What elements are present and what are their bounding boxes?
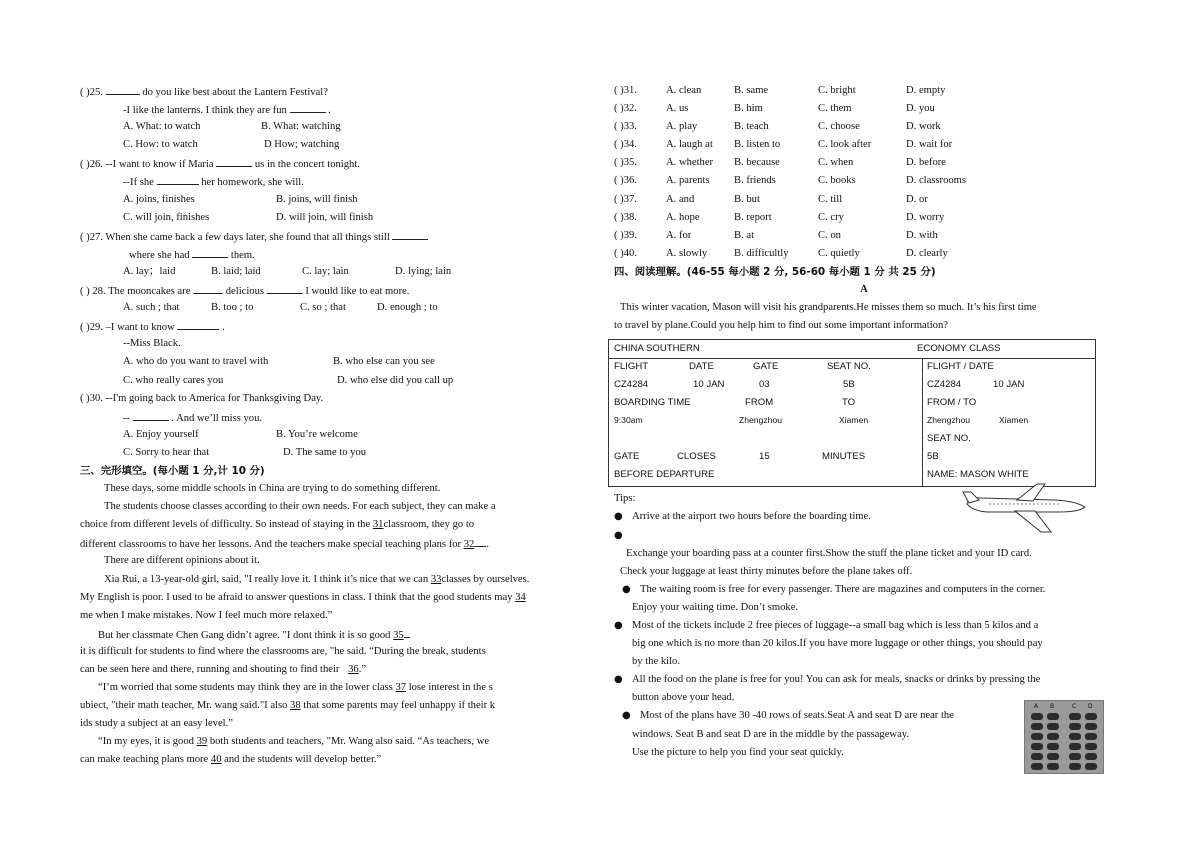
cloze-option-d[interactable]: D. you	[906, 103, 935, 115]
passage-p4a	[80, 571, 592, 589]
answer-blank[interactable]	[216, 154, 252, 167]
q30-options-ab	[80, 426, 592, 444]
cloze-option-row	[614, 136, 1114, 154]
seat-column-label: D	[1088, 703, 1093, 711]
seat	[1031, 723, 1043, 730]
cloze-question-number: ( )31.	[614, 85, 637, 96]
q28-option-a[interactable]: A. such ; that	[123, 302, 180, 314]
section4-title: 四、阅读理解。(46-55 每小题 2 分, 56-60 每小题 1 分 共 25 分)	[614, 265, 936, 278]
answer-blank[interactable]	[106, 82, 140, 95]
tip-text: Most of the tickets include 2 free pieces of luggage--a small bag which is less than 5 kilos and a	[632, 619, 1039, 631]
ticket-flight: CZ4284	[614, 379, 649, 391]
ticket-g-closes: CLOSES	[677, 451, 716, 463]
tip-5b: button above your head.	[632, 692, 735, 704]
passage-p6c	[80, 697, 592, 715]
q27-stem	[80, 227, 592, 245]
cloze-option-b[interactable]: B. listen to	[734, 139, 781, 151]
q27-line2-end: them.	[230, 249, 255, 261]
q30-option-c[interactable]: C. Sorry to hear that	[123, 446, 210, 458]
stub-name: NAME: MASON WHITE	[927, 469, 1029, 481]
stub-flight-date: FLIGHT / DATE	[927, 361, 994, 373]
cloze-option-d[interactable]: D. wait for	[906, 139, 953, 151]
cloze-question-number: ( )35.	[614, 157, 637, 169]
q27-option-d[interactable]: D. lying; lain	[395, 265, 452, 277]
q26-option-c[interactable]: C. will join, finishes	[123, 211, 210, 223]
passage-text: ubiect, "their math teacher, Mr. wang said."I also	[80, 700, 288, 712]
cloze-option-b[interactable]: B. report	[734, 211, 772, 223]
q28-stem	[80, 281, 592, 299]
cloze-blank-38[interactable]: 38	[290, 700, 301, 712]
q26-stem-text: --I want to know if Maria	[105, 159, 214, 171]
q25-line2	[80, 100, 592, 118]
q26-option-b[interactable]: B. joins, will finish	[276, 193, 358, 205]
seat	[1069, 713, 1081, 720]
cloze-option-a[interactable]: A. us	[666, 103, 689, 115]
cloze-option-c[interactable]: C. cry	[818, 211, 844, 223]
cloze-option-b[interactable]: B. but	[734, 193, 760, 205]
tip-2b: Check your luggage at least thirty minutes before the plane takes off.	[620, 565, 913, 577]
cloze-option-c[interactable]: C. look after	[818, 139, 872, 151]
bullet-icon: ●	[622, 583, 631, 595]
q25-options-cd	[80, 136, 592, 154]
q28-stem-text: The mooncakes are	[108, 286, 191, 298]
cloze-blank-40[interactable]: 40	[210, 754, 222, 766]
passage-text: classes by ourselves.	[441, 573, 530, 585]
part-a-heading: A	[860, 284, 868, 296]
cloze-question-number: ( )37.	[614, 193, 637, 205]
cloze-option-d[interactable]: D. or	[906, 193, 928, 205]
seat	[1047, 713, 1059, 720]
tip-4a	[614, 617, 1114, 635]
passage-p5c	[80, 661, 592, 679]
cloze-option-a[interactable]: A. whether	[666, 157, 714, 169]
tip-text: All the food on the plane is free for you! You can ask for meals, snacks or drinks by pressing the	[632, 674, 1041, 686]
stub-seatno: SEAT NO.	[927, 433, 971, 445]
passage-text: My English is poor. I used to be afraid to answer questions in class. I think that the good students may	[80, 591, 513, 603]
ticket-cabin: ECONOMY CLASS	[917, 343, 1001, 355]
q30-stem-text: --I'm going back to America for Thanksgiving Day.	[105, 392, 324, 404]
right-column	[614, 82, 1114, 762]
cloze-blank-32[interactable]: 32	[463, 539, 475, 551]
ticket-h-seat: SEAT NO.	[827, 361, 871, 373]
answer-blank	[404, 625, 410, 638]
cloze-option-a[interactable]: A. for	[666, 229, 692, 241]
q27-line2	[80, 245, 592, 263]
ticket-g-gate: GATE	[614, 451, 640, 463]
q29-options-cd	[80, 372, 592, 390]
answer-blank[interactable]	[177, 317, 219, 330]
q28-options	[80, 299, 592, 317]
seat	[1069, 723, 1081, 730]
cloze-option-c[interactable]: C. quietly	[818, 247, 860, 259]
passage-text: that some parents may feel unhappy if their k	[303, 700, 496, 712]
cloze-option-c[interactable]: C. bright	[818, 85, 856, 96]
cloze-option-row	[614, 118, 1114, 136]
ticket-from: Zhengzhou	[739, 415, 783, 426]
ticket-h-to: TO	[842, 397, 856, 409]
q30-option-a[interactable]: A. Enjoy yourself	[123, 428, 199, 440]
cloze-option-d[interactable]: D. classrooms	[906, 175, 967, 187]
answer-blank[interactable]	[133, 408, 169, 421]
stub-seat: 5B	[927, 451, 939, 463]
cloze-blank-37[interactable]: 37	[395, 682, 407, 694]
q30-line2	[80, 408, 592, 426]
tip-2-bullet	[614, 527, 1114, 545]
left-column	[80, 82, 592, 770]
passage-text: different classrooms to have her lessons. And the teachers make special teaching plans for	[80, 539, 462, 551]
q28-stem-end: I would like to eat more.	[305, 286, 410, 298]
cloze-question-number: ( )39.	[614, 229, 637, 241]
seat	[1031, 753, 1043, 760]
passage-p5b: it is difficult for students to find where the classrooms are, "he said. “During the break, students	[80, 645, 486, 657]
q29-options-ab	[80, 353, 592, 371]
cloze-option-b[interactable]: B. friends	[734, 175, 776, 187]
cloze-option-row	[614, 227, 1114, 245]
cloze-question-number: ( )33.	[614, 121, 637, 133]
q30-option-b[interactable]: B. You’re welcome	[276, 428, 358, 440]
cloze-option-c[interactable]: C. choose	[818, 121, 860, 133]
q25-line2-end: .	[328, 105, 331, 117]
stub-date: 10 JAN	[993, 379, 1025, 391]
seat	[1047, 763, 1059, 770]
passage-text: classroom, they go to	[383, 519, 475, 531]
seat	[1085, 723, 1097, 730]
cloze-option-d[interactable]: D. empty	[906, 85, 946, 96]
passage-p5a	[80, 625, 592, 643]
ticket-gate: 03	[759, 379, 770, 391]
cloze-option-b[interactable]: B. teach	[734, 121, 769, 133]
answer-blank[interactable]	[157, 172, 199, 185]
q29-option-c[interactable]: C. who really cares you	[123, 374, 224, 386]
passage-text: “In my eyes, it is good	[98, 736, 194, 748]
answer-blank[interactable]	[267, 281, 303, 294]
q26-stem-end: us in the concert tonight.	[254, 159, 360, 171]
tip-4c: by the kilo.	[632, 656, 680, 668]
q29-stem-end: .	[222, 322, 225, 334]
bullet-icon: ●	[614, 619, 623, 631]
q27-number: ( )27.	[80, 231, 103, 243]
q29-stem	[80, 317, 592, 335]
cloze-option-a[interactable]: A. slowly	[666, 247, 708, 259]
seat-map-image	[1024, 700, 1104, 774]
seat-column-label: A	[1034, 703, 1039, 711]
seat	[1047, 733, 1059, 740]
cloze-question-number: ( )40.	[614, 247, 637, 259]
seat	[1031, 743, 1043, 750]
ticket-divider	[922, 358, 923, 486]
answer-blank[interactable]	[392, 227, 428, 240]
seat	[1031, 713, 1043, 720]
tip-6c: Use the picture to help you find your seat quickly.	[632, 746, 844, 758]
q25-option-b[interactable]: B. What: watching	[261, 121, 341, 133]
seat	[1069, 753, 1081, 760]
q25-number: ( )25.	[80, 87, 103, 98]
q29-option-b[interactable]: B. who else can you see	[333, 356, 435, 368]
ticket-header	[609, 340, 1095, 359]
passage-text: both students and teachers, "Mr. Wang also said. “As teachers, we	[209, 736, 490, 748]
cloze-blank-34[interactable]: 34	[515, 591, 526, 603]
seat	[1031, 763, 1043, 770]
ticket-h-from: FROM	[745, 397, 774, 409]
tip-3b: Enjoy your waiting time. Don’t smoke.	[632, 601, 799, 613]
cloze-blank-35[interactable]: 35	[393, 629, 404, 641]
ticket-h-gate: GATE	[753, 361, 779, 373]
cloze-option-c[interactable]: C. till	[818, 193, 843, 205]
cloze-option-a[interactable]: A. parents	[666, 175, 710, 187]
q30-options-cd	[80, 444, 592, 462]
passage-text: But her classmate Chen Gang didn’t agree. "I dont think it is so good	[98, 629, 391, 641]
ticket-date: 10 JAN	[693, 379, 725, 391]
passage-p4d: me when I make mistakes. Now I feel much more relaxed.”	[80, 609, 333, 621]
tip-2a: Exchange your boarding pass at a counter first.Show the stuff the plane ticket and your ID card.	[626, 547, 1032, 559]
bullet-icon: ●	[614, 511, 623, 523]
passage-text: can make teaching plans more	[80, 754, 209, 766]
seat	[1085, 733, 1097, 740]
ticket-seat: 5B	[843, 379, 855, 391]
stub-from: Zhengzhou	[927, 415, 971, 426]
passage-text: lose interest in the s	[408, 682, 493, 694]
seat	[1047, 753, 1059, 760]
cloze-option-row	[614, 191, 1114, 209]
answer-blank[interactable]	[193, 281, 223, 294]
tip-6b: windows. Seat B and seat D are in the middle by the passageway.	[632, 728, 910, 740]
ticket-g-15: 15	[759, 451, 770, 463]
cloze-option-row	[614, 209, 1114, 227]
seat	[1069, 743, 1081, 750]
seat	[1031, 733, 1043, 740]
boarding-ticket	[608, 339, 1096, 487]
q29-option-a[interactable]: A. who do you want to travel with	[123, 356, 269, 368]
ticket-h-flight: FLIGHT	[614, 361, 649, 373]
cloze-option-a[interactable]: A. clean	[666, 85, 702, 96]
passage-p3: There are different opinions about it.	[104, 555, 260, 567]
ticket-airline: CHINA SOUTHERN	[614, 343, 700, 355]
q29-option-d[interactable]: D. who else did you call up	[337, 374, 454, 386]
cloze-option-a[interactable]: A. hope	[666, 211, 700, 223]
cloze-option-b[interactable]: B. same	[734, 85, 769, 96]
cloze-option-a[interactable]: A. and	[666, 193, 695, 205]
cloze-option-d[interactable]: D. with	[906, 229, 938, 241]
q30-number: ( )30.	[80, 392, 103, 404]
answer-blank[interactable]	[192, 245, 228, 258]
passage-p6a	[80, 679, 592, 697]
q28-option-d[interactable]: D. enough ; to	[377, 302, 438, 314]
seat	[1085, 743, 1097, 750]
q26-number: ( )26.	[80, 159, 103, 171]
cloze-option-c[interactable]: C. on	[818, 229, 841, 241]
reading-intro-1: This winter vacation, Mason will visit his grandparents.He misses them so much. It’s his first time	[620, 302, 1037, 314]
passage-p7c	[80, 751, 592, 769]
q25-option-a[interactable]: A. What: to watch	[123, 121, 201, 133]
q25-options-ab	[80, 118, 592, 136]
cloze-option-c[interactable]: C. books	[818, 175, 856, 187]
q26-line2	[80, 172, 592, 190]
passage-p6e: ids study a subject at an easy level.”	[80, 718, 233, 730]
q25-stem-text: do you like best about the Lantern Festival?	[142, 87, 328, 98]
cloze-blank-31[interactable]: 31	[372, 519, 384, 531]
cloze-option-d[interactable]: D. clearly	[906, 247, 948, 259]
cloze-option-row	[614, 245, 1114, 263]
cloze-option-row	[614, 172, 1114, 190]
ticket-g-minutes: MINUTES	[822, 451, 866, 463]
q26-stem	[80, 154, 592, 172]
q28-option-b[interactable]: B. too ; to	[211, 302, 254, 314]
passage-text: “I’m worried that some students may think they are in the lower class	[98, 682, 393, 694]
q25-line2-text: -I like the lanterns. I think they are fun	[123, 105, 287, 117]
stub-to: Xiamen	[999, 415, 1029, 426]
cloze-option-d[interactable]: D. before	[906, 157, 947, 169]
cloze-blank-39[interactable]: 39	[196, 736, 208, 748]
tip-text: Arrive at the airport two hours before the boarding time.	[632, 511, 871, 523]
cloze-option-a[interactable]: A. play	[666, 121, 698, 133]
ticket-to: Xiamen	[839, 415, 869, 426]
q30-line2-dash: --	[123, 412, 131, 424]
passage-p4c	[80, 589, 592, 607]
q27-option-b[interactable]: B. laid; laid	[211, 265, 261, 277]
seat-column-label: C	[1072, 703, 1077, 711]
q28-stem-mid: delicious	[225, 286, 264, 298]
passage-text: .”	[358, 664, 367, 675]
bullet-icon: ●	[614, 529, 623, 541]
q27-line2-text: where she had	[129, 249, 190, 261]
cloze-option-row	[614, 82, 1114, 100]
seat	[1085, 713, 1097, 720]
stub-flight: CZ4284	[927, 379, 962, 391]
tips-label: Tips:	[614, 493, 636, 505]
bullet-icon: ●	[622, 710, 631, 722]
tips-section	[614, 490, 1114, 761]
cloze-option-c[interactable]: C. when	[818, 157, 854, 169]
section3-title: 三、完形填空。(每小题 1 分,计 10 分)	[80, 464, 265, 477]
q30-line2-end: . And we’ll miss you.	[171, 412, 263, 424]
tip-text: The waiting room is free for every passenger. There are magazines and computers in the corner.	[640, 583, 1046, 595]
passage-text: and the students will develop better.”	[224, 754, 382, 766]
answer-blank	[474, 534, 486, 547]
cloze-blank-33[interactable]: 33	[430, 573, 442, 585]
cloze-options-list	[614, 82, 1114, 263]
cloze-option-d[interactable]: D. work	[906, 121, 941, 133]
tip-4b: big one which is no more than 20 kilos.If you have more luggage or other things, you should pay	[632, 638, 1043, 650]
ticket-boarding: 9:30am	[614, 415, 643, 426]
cloze-question-number: ( )36.	[614, 175, 637, 187]
passage-p2b	[80, 516, 592, 534]
q29-number: ( )29.	[80, 322, 103, 334]
seat-column-label: B	[1050, 703, 1055, 711]
q30-stem	[80, 390, 592, 408]
passage-text: .	[486, 539, 489, 551]
q27-option-a[interactable]: A. lay；laid	[123, 265, 176, 277]
passage-p7a	[80, 733, 592, 751]
seat	[1069, 733, 1081, 740]
cloze-question-number: ( )38.	[614, 211, 637, 223]
cloze-option-a[interactable]: A. laugh at	[666, 139, 713, 151]
ticket-before-departure: BEFORE DEPARTURE	[614, 469, 715, 481]
q25-option-c[interactable]: C. How: to watch	[123, 139, 198, 151]
cloze-option-row	[614, 154, 1114, 172]
q27-stem-text: When she came back a few days later, she found that all things still	[105, 231, 390, 243]
cloze-option-row	[614, 100, 1114, 118]
cloze-option-b[interactable]: B. him	[734, 103, 763, 115]
q29-stem-text: –I want to know	[105, 322, 175, 334]
passage-p1: These days, some middle schools in China are trying to do something different.	[104, 483, 441, 495]
passage-p2d	[80, 534, 592, 552]
cloze-option-c[interactable]: C. them	[818, 103, 852, 115]
stub-from-to: FROM / TO	[927, 397, 977, 409]
q26-line2-end: her homework, she will.	[201, 177, 304, 189]
cloze-option-b[interactable]: B. because	[734, 157, 780, 169]
q25-option-d[interactable]: D How; watching	[264, 139, 340, 151]
ticket-h-date: DATE	[689, 361, 714, 373]
cloze-option-b[interactable]: B. difficultly	[734, 247, 789, 259]
bullet-icon: ●	[614, 674, 623, 686]
q27-options	[80, 263, 592, 281]
tip-5a	[614, 671, 1114, 689]
passage-text: choice from different levels of difficulty. So instead of staying in the	[80, 519, 371, 531]
cloze-question-number: ( )32.	[614, 103, 637, 115]
cloze-question-number: ( )34.	[614, 139, 637, 151]
seat	[1085, 753, 1097, 760]
tip-1	[614, 508, 1114, 526]
reading-intro-2: to travel by plane.Could you help him to find out some important information?	[614, 320, 948, 332]
q25-stem	[80, 82, 592, 100]
q26-options-cd	[80, 209, 592, 227]
q26-line2-text: --If she	[123, 177, 154, 189]
answer-blank[interactable]	[290, 100, 326, 113]
seat	[1047, 743, 1059, 750]
q27-option-c[interactable]: C. lay; lain	[302, 265, 349, 277]
seat	[1085, 763, 1097, 770]
passage-text: can be seen here and there, running and shouting to find their	[80, 664, 340, 675]
q30-option-d[interactable]: D. The same to you	[283, 446, 367, 458]
seat	[1047, 723, 1059, 730]
passage-p2a: The students choose classes according to their own needs. For each subject, they can make a	[104, 501, 496, 513]
q26-option-d[interactable]: D. will join, will finish	[276, 211, 374, 223]
q26-options-ab	[80, 191, 592, 209]
cloze-option-b[interactable]: B. at	[734, 229, 755, 241]
passage-text: Xia Rui, a 13-year-old girl, said, "I really love it. I think it’s nice that we can	[104, 573, 429, 585]
seat	[1069, 763, 1081, 770]
ticket-h-boarding: BOARDING TIME	[614, 397, 691, 409]
q26-option-a[interactable]: A. joins, finishes	[123, 193, 195, 205]
cloze-blank-36[interactable]: 36	[348, 664, 359, 675]
q28-option-c[interactable]: C. so ; that	[300, 302, 346, 314]
q29-line2: --Miss Black.	[123, 338, 181, 350]
cloze-option-d[interactable]: D. worry	[906, 211, 945, 223]
tip-3a	[614, 581, 1114, 599]
q28-number: ( ) 28.	[80, 286, 106, 298]
tip-text: Most of the plans have 30 -40 rows of seats.Seat A and seat D are near the	[640, 710, 954, 722]
